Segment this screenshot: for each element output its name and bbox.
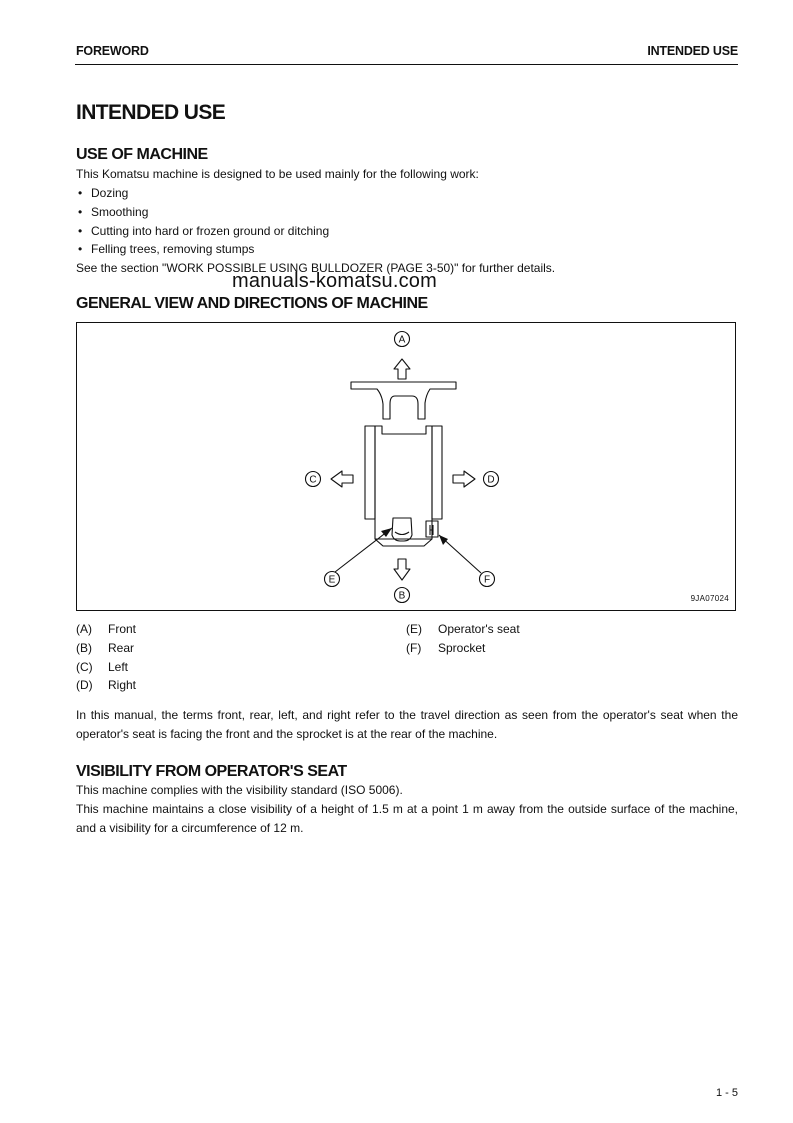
label-c: C — [309, 474, 317, 486]
use-intro: This Komatsu machine is designed to be used mainly for the following work: — [76, 167, 479, 181]
rear-arrow-icon — [394, 559, 410, 580]
operator-seat-icon — [392, 518, 412, 541]
label-a: A — [398, 334, 406, 346]
right-track — [432, 426, 442, 519]
see-also-text: See the section "WORK POSSIBLE USING BULLDOZER (PAGE 3-50)" for further details. — [76, 261, 556, 275]
page-number: 1 - 5 — [715, 1087, 738, 1099]
visibility-heading: VISIBILITY FROM OPERATOR'S SEAT — [76, 763, 347, 780]
left-track — [365, 426, 375, 519]
machine-diagram — [77, 323, 737, 612]
running-header-title: INTENDED USE — [647, 44, 738, 58]
watermark-link[interactable]: manuals-komatsu.com — [232, 270, 437, 292]
legend-item: (D) Right — [76, 678, 137, 692]
direction-note: In this manual, the terms front, rear, left, and right refer to the travel direction as seen from the operator's seat when the operator's seat is facing the front and the sprocket is at the rear of the machine. — [76, 708, 738, 741]
machine-direction-figure — [76, 322, 736, 611]
visibility-line-2: This machine maintains a close visibility of a height of 1.5 m at a point 1 m away from the outside surface of the machine, and a visibility for a circumference of 12 m. — [76, 802, 738, 835]
machine-body — [375, 426, 432, 539]
label-e: E — [328, 574, 336, 586]
general-view-heading: GENERAL VIEW AND DIRECTIONS OF MACHINE — [76, 295, 428, 312]
legend-item: (E) Operator's seat — [406, 622, 520, 636]
bullet-item: • Dozing — [78, 186, 129, 200]
rear-outline — [375, 539, 432, 546]
label-f: F — [483, 574, 491, 586]
header-rule — [75, 64, 738, 65]
legend-item: (C) Left — [76, 660, 129, 674]
blade-outline — [351, 382, 456, 419]
bullet-item: • Cutting into hard or frozen ground or ditching — [78, 224, 330, 238]
left-arrow-icon — [331, 471, 353, 487]
front-arrow-icon — [394, 359, 410, 379]
page-title: INTENDED USE — [76, 101, 226, 124]
running-header-section: FOREWORD — [76, 44, 149, 58]
bullet-item: • Felling trees, removing stumps — [78, 242, 255, 256]
legend-item: (B) Rear — [76, 641, 135, 655]
label-d: D — [487, 474, 495, 486]
use-of-machine-heading: USE OF MACHINE — [76, 146, 208, 163]
label-b: B — [398, 590, 406, 602]
legend-item: (F) Sprocket — [406, 641, 486, 655]
figure-code: 9JA07024 — [690, 594, 729, 603]
legend-item: (A) Front — [76, 622, 137, 636]
bullet-item: • Smoothing — [78, 205, 149, 219]
right-arrow-icon — [453, 471, 475, 487]
visibility-line-1: This machine complies with the visibility standard (ISO 5006). — [76, 783, 403, 797]
